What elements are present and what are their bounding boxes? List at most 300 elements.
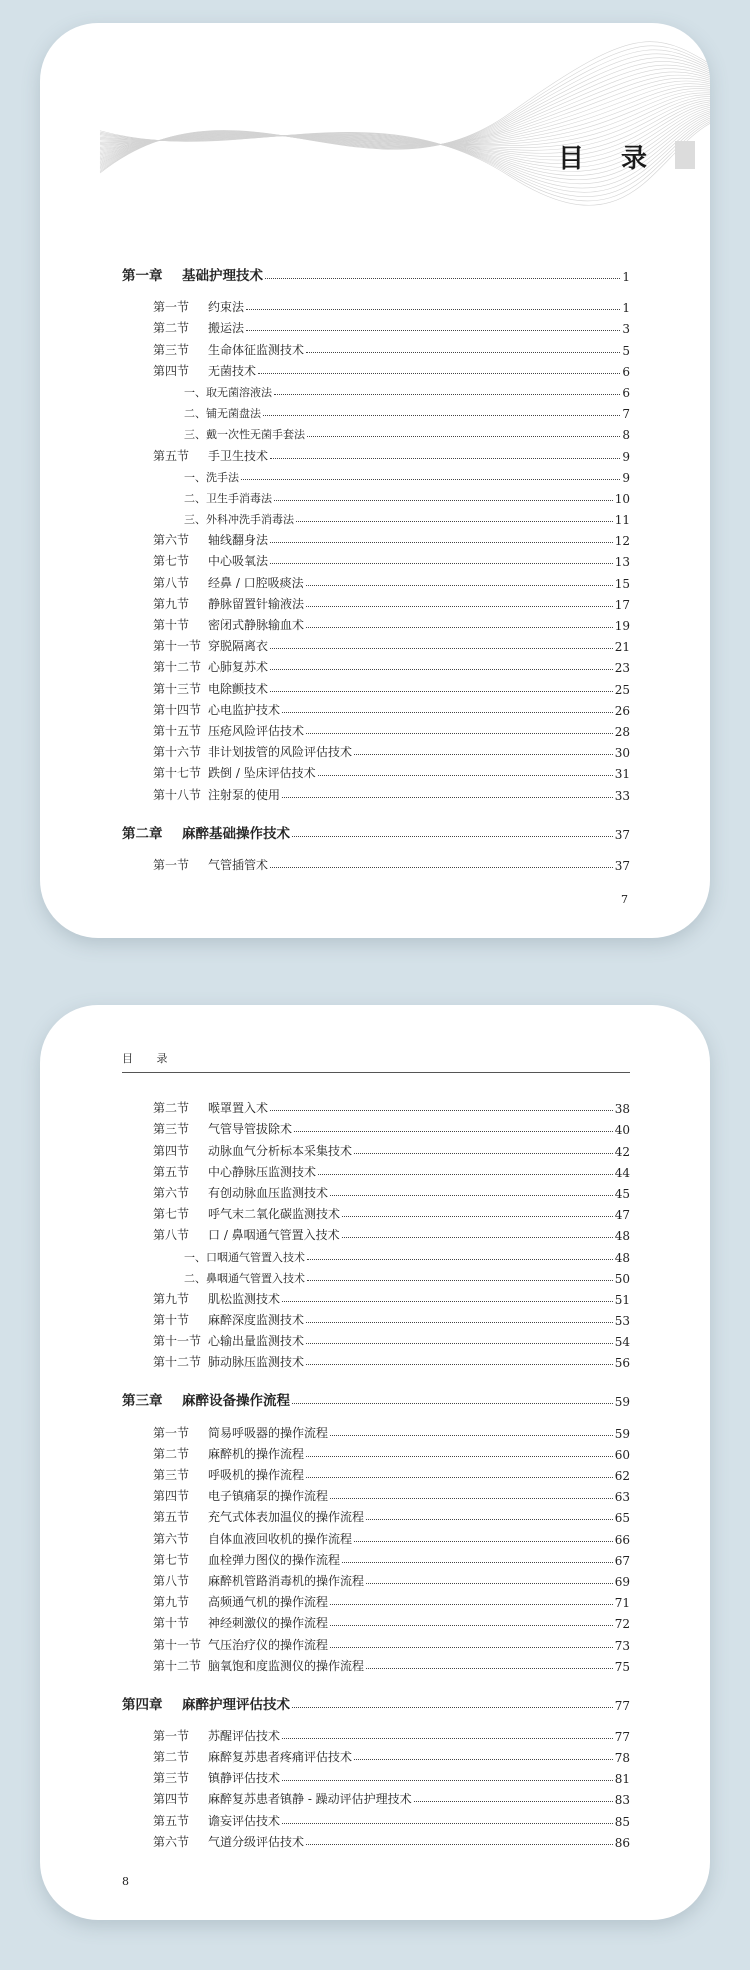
entry-page-number: 47	[614, 1208, 630, 1223]
toc-section-entry[interactable]	[122, 1610, 630, 1631]
entry-number: 第十三节	[153, 681, 202, 696]
entry-page-number: 42	[614, 1144, 630, 1159]
entry-number: 第十二节	[153, 660, 202, 675]
entry-page-number: 6	[622, 364, 630, 379]
entry-number: 第四章	[122, 1696, 163, 1713]
dot-leader	[263, 415, 620, 416]
toc-sub-entry[interactable]	[122, 464, 630, 485]
entry-title: 谵妄评估技术	[208, 1813, 281, 1828]
entry-page-number: 83	[614, 1793, 630, 1808]
entry-page-number: 50	[614, 1271, 630, 1286]
toc-section-entry[interactable]	[122, 1095, 630, 1116]
entry-number: 第九节	[153, 1291, 190, 1306]
entry-title: 静脉留置针输液法	[208, 596, 305, 611]
entry-title: 呼吸机的操作流程	[208, 1468, 305, 1482]
entry-title: 跌倒 / 坠床评估技术	[208, 766, 316, 781]
entry-title: 麻醉护理评估技术	[182, 1696, 290, 1713]
entry-title: 三、外科冲洗手消毒法	[184, 513, 294, 527]
dot-leader	[414, 1801, 613, 1802]
entry-page-number: 71	[614, 1596, 630, 1611]
entry-title: 无菌技术	[208, 363, 257, 378]
entry-title: 气道分级评估技术	[208, 1834, 305, 1849]
toc-section-entry[interactable]	[122, 1419, 630, 1440]
entry-page-number: 26	[614, 703, 630, 718]
entry-page-number: 66	[614, 1532, 630, 1547]
entry-number: 第十一节	[153, 1637, 202, 1652]
dot-leader	[306, 1364, 613, 1365]
dot-leader	[306, 585, 613, 586]
entry-page-number: 45	[614, 1186, 630, 1201]
entry-number: 第十一节	[153, 639, 202, 654]
entry-number: 第六节	[153, 1834, 190, 1849]
toc-chapter-entry[interactable]	[122, 1388, 630, 1409]
entry-number: 第九节	[153, 596, 190, 611]
entry-title: 压疮风险评估技术	[208, 723, 305, 738]
dot-leader	[292, 1403, 613, 1404]
toc-section-entry[interactable]	[122, 852, 630, 873]
dot-leader	[292, 836, 613, 837]
entry-title: 电除颤技术	[208, 681, 269, 696]
entry-title: 麻醉复苏患者镇静 - 躁动评估护理技术	[208, 1792, 412, 1807]
entry-title: 自体血液回收机的操作流程	[208, 1531, 353, 1546]
entry-number: 第五节	[153, 1813, 190, 1828]
entry-number: 第十节	[153, 1616, 190, 1631]
toc-section-entry[interactable]	[122, 1547, 630, 1568]
dot-leader	[306, 1844, 613, 1845]
dot-leader	[306, 1343, 613, 1344]
dot-leader	[282, 1301, 613, 1302]
entry-number: 第三节	[153, 1771, 190, 1786]
entry-page-number: 25	[614, 682, 630, 697]
toc-section-entry[interactable]	[122, 569, 630, 590]
dot-leader	[342, 1237, 613, 1238]
entry-number: 第一节	[153, 300, 190, 315]
entry-number: 第二节	[153, 1101, 190, 1116]
entry-page-number: 1	[622, 270, 630, 284]
toc-chapter-entry[interactable]	[122, 1692, 630, 1713]
entry-page-number: 59	[614, 1395, 630, 1410]
entry-title: 苏醒评估技术	[208, 1728, 281, 1743]
dot-leader	[330, 1498, 613, 1499]
entry-title: 气管插管术	[208, 857, 269, 872]
entry-page-number: 63	[614, 1490, 630, 1505]
entry-page-number: 19	[614, 619, 630, 633]
entry-title: 一、口咽通气管置入技术	[184, 1250, 305, 1264]
dot-leader	[282, 712, 613, 713]
entry-number: 第二节	[153, 321, 190, 336]
entry-number: 第五节	[153, 1510, 190, 1525]
dot-leader	[306, 606, 613, 607]
entry-number: 第三节	[153, 1468, 190, 1482]
entry-number: 第四节	[153, 1792, 190, 1807]
entry-page-number: 86	[614, 1835, 630, 1850]
entry-title: 经鼻 / 口腔吸痰法	[208, 575, 304, 590]
entry-title: 麻醉机的操作流程	[208, 1446, 305, 1461]
page-number: 7	[621, 893, 628, 906]
toc-section-entry[interactable]	[122, 591, 630, 612]
entry-title: 基础护理技术	[182, 268, 263, 284]
entry-number: 第七节	[153, 1207, 190, 1222]
entry-title: 一、洗手法	[184, 470, 239, 484]
entry-number: 第十二节	[153, 1658, 202, 1673]
entry-number: 第五节	[153, 448, 190, 463]
entry-number: 第九节	[153, 1595, 190, 1610]
entry-number: 第十五节	[153, 723, 202, 738]
entry-page-number: 33	[614, 788, 630, 803]
toc-sub-entry[interactable]	[122, 485, 630, 506]
dot-leader	[282, 1823, 613, 1824]
entry-title: 心输出量监测技术	[208, 1334, 305, 1349]
dot-leader	[292, 1707, 613, 1708]
toc-section-entry[interactable]	[122, 718, 630, 739]
dot-leader	[307, 436, 620, 437]
toc-section-entry[interactable]	[122, 1631, 630, 1652]
entry-title: 密闭式静脉输血术	[208, 618, 305, 632]
toc-section-entry[interactable]	[122, 1441, 630, 1462]
entry-page-number: 37	[614, 827, 630, 842]
entry-page-number: 51	[614, 1292, 630, 1307]
entry-number: 第十四节	[153, 702, 202, 717]
entry-number: 第一节	[153, 1425, 190, 1440]
toc-section-entry[interactable]	[122, 1222, 630, 1243]
entry-title: 中心吸氧法	[208, 554, 269, 569]
dot-leader	[306, 733, 613, 734]
toc-section-entry[interactable]	[122, 675, 630, 696]
dot-leader	[274, 394, 620, 395]
entry-title: 充气式体表加温仪的操作流程	[208, 1510, 365, 1525]
entry-page-number: 77	[614, 1729, 630, 1744]
dot-leader	[330, 1647, 613, 1648]
entry-page-number: 21	[614, 640, 630, 655]
entry-page-number: 72	[614, 1617, 630, 1632]
dot-leader	[354, 1541, 613, 1542]
entry-number: 第二章	[122, 825, 163, 842]
toc-section-entry[interactable]	[122, 527, 630, 548]
entry-title: 动脉血气分析标本采集技术	[208, 1143, 353, 1158]
entry-number: 第二节	[153, 1446, 190, 1461]
entry-title: 麻醉机管路消毒机的操作流程	[208, 1573, 365, 1588]
dot-leader	[318, 1174, 613, 1175]
entry-page-number: 54	[614, 1335, 630, 1350]
entry-title: 电子镇痛泵的操作流程	[208, 1489, 329, 1504]
entry-title: 三、戴一次性无菌手套法	[184, 428, 305, 442]
entry-page-number: 17	[614, 597, 630, 612]
dot-leader	[342, 1216, 613, 1217]
toc-section-entry[interactable]	[122, 1765, 630, 1786]
entry-title: 二、铺无菌盘法	[184, 407, 261, 421]
entry-title: 口 / 鼻咽通气管置入技术	[208, 1228, 340, 1243]
toc-section-entry[interactable]	[122, 781, 630, 802]
entry-number: 第八节	[153, 1228, 190, 1243]
page-title: 目 录	[558, 144, 662, 174]
toc-section-entry[interactable]	[122, 1201, 630, 1222]
entry-title: 气压治疗仪的操作流程	[208, 1637, 329, 1652]
toc-section-entry[interactable]	[122, 739, 630, 760]
table-of-contents	[122, 1095, 630, 1850]
toc-sub-entry[interactable]	[122, 506, 630, 527]
dot-leader	[270, 648, 613, 649]
toc-section-entry[interactable]	[122, 1462, 630, 1483]
toc-section-entry[interactable]	[122, 1744, 630, 1765]
dot-leader	[318, 775, 613, 776]
entry-page-number: 8	[622, 428, 630, 443]
spacer	[122, 1674, 630, 1684]
entry-page-number: 73	[614, 1638, 630, 1653]
toc-section-entry[interactable]	[122, 1589, 630, 1610]
dot-leader	[307, 1280, 613, 1281]
entry-title: 肌松监测技术	[208, 1291, 281, 1306]
toc-section-entry[interactable]	[122, 1286, 630, 1307]
entry-page-number: 15	[614, 576, 630, 591]
toc-sub-entry[interactable]	[122, 379, 630, 400]
toc-sub-entry[interactable]	[122, 421, 630, 442]
dot-leader	[270, 867, 613, 868]
dot-leader	[354, 1759, 613, 1760]
dot-leader	[270, 542, 613, 543]
entry-page-number: 59	[614, 1426, 630, 1441]
entry-page-number: 77	[614, 1698, 630, 1713]
dot-leader	[258, 373, 620, 374]
entry-page-number: 60	[614, 1447, 630, 1462]
entry-page-number: 81	[614, 1772, 630, 1787]
toc-sub-entry[interactable]	[122, 400, 630, 421]
entry-number: 第八节	[153, 575, 190, 590]
entry-title: 高频通气机的操作流程	[208, 1595, 329, 1610]
entry-page-number: 13	[614, 555, 630, 570]
entry-number: 第十一节	[153, 1334, 202, 1349]
entry-page-number: 85	[614, 1814, 630, 1829]
entry-title: 轴线翻身法	[208, 533, 269, 548]
toc-page-7	[40, 23, 710, 938]
entry-title: 心肺复苏术	[208, 660, 269, 675]
dot-leader	[306, 1322, 613, 1323]
entry-number: 第四节	[153, 363, 190, 378]
dot-leader	[306, 627, 613, 628]
entry-page-number: 12	[614, 534, 630, 549]
entry-number: 第六节	[153, 1531, 190, 1546]
entry-title: 非计划拔管的风险评估技术	[208, 745, 353, 760]
dot-leader	[265, 278, 620, 279]
dot-leader	[294, 1131, 613, 1132]
entry-title: 喉罩置入术	[208, 1101, 269, 1116]
entry-page-number: 69	[614, 1574, 630, 1589]
dot-leader	[270, 1110, 613, 1111]
toc-section-entry[interactable]	[122, 1159, 630, 1180]
toc-section-entry[interactable]	[122, 1525, 630, 1546]
toc-section-entry[interactable]	[122, 1653, 630, 1674]
entry-title: 约束法	[208, 300, 245, 315]
entry-page-number: 3	[622, 322, 630, 337]
entry-number: 第四节	[153, 1489, 190, 1504]
toc-section-entry[interactable]	[122, 1116, 630, 1137]
title-tab-marker	[675, 141, 695, 169]
toc-section-entry[interactable]	[122, 1786, 630, 1807]
entry-page-number: 56	[614, 1356, 630, 1371]
entry-page-number: 23	[614, 661, 630, 676]
entry-number: 第七节	[153, 554, 190, 569]
entry-number: 第十节	[153, 1313, 190, 1328]
entry-title: 麻醉深度监测技术	[208, 1313, 305, 1328]
toc-sub-entry[interactable]	[122, 1265, 630, 1286]
entry-title: 肺动脉压监测技术	[208, 1355, 305, 1370]
entry-number: 第七节	[153, 1552, 190, 1567]
toc-section-entry[interactable]	[122, 358, 630, 379]
dot-leader	[282, 1780, 613, 1781]
dot-leader	[274, 500, 613, 501]
entry-page-number: 78	[614, 1751, 630, 1766]
entry-title: 麻醉复苏患者疼痛评估技术	[208, 1750, 353, 1765]
toc-section-entry[interactable]	[122, 697, 630, 718]
toc-section-entry[interactable]	[122, 1504, 630, 1525]
dot-leader	[354, 1153, 613, 1154]
toc-section-entry[interactable]	[122, 1807, 630, 1828]
toc-section-entry[interactable]	[122, 1307, 630, 1328]
dot-leader	[270, 563, 613, 564]
toc-section-entry[interactable]	[122, 1568, 630, 1589]
entry-page-number: 6	[622, 385, 630, 400]
dot-leader	[330, 1625, 613, 1626]
dot-leader	[246, 330, 620, 331]
entry-title: 血栓弹力图仪的操作流程	[208, 1552, 341, 1567]
entry-number: 第六节	[153, 533, 190, 548]
spacer	[122, 803, 630, 813]
entry-title: 简易呼吸器的操作流程	[208, 1425, 329, 1440]
dot-leader	[282, 1738, 613, 1739]
dot-leader	[330, 1435, 613, 1436]
entry-title: 注射泵的使用	[208, 787, 281, 802]
entry-page-number: 28	[614, 724, 630, 739]
page-number: 8	[122, 1875, 129, 1888]
dot-leader	[282, 797, 613, 798]
entry-page-number: 10	[614, 491, 630, 506]
table-of-contents	[122, 255, 630, 873]
toc-section-entry[interactable]	[122, 1328, 630, 1349]
toc-section-entry[interactable]	[122, 1349, 630, 1370]
toc-sub-entry[interactable]	[122, 1243, 630, 1264]
entry-page-number: 38	[614, 1102, 630, 1117]
dot-leader	[366, 1583, 613, 1584]
entry-number: 第一章	[122, 268, 163, 284]
spacer	[122, 1370, 630, 1380]
toc-chapter-entry[interactable]	[122, 263, 630, 284]
toc-section-entry[interactable]	[122, 1180, 630, 1201]
entry-number: 第十七节	[153, 766, 202, 781]
entry-title: 心电监护技术	[208, 702, 281, 717]
entry-title: 脑氧饱和度监测仪的操作流程	[208, 1658, 365, 1673]
entry-page-number: 48	[614, 1250, 630, 1265]
entry-number: 第三节	[153, 1122, 190, 1137]
toc-section-entry[interactable]	[122, 1137, 630, 1158]
entry-number: 第六节	[153, 1185, 190, 1200]
entry-page-number: 11	[614, 513, 630, 528]
entry-title: 生命体征监测技术	[208, 342, 305, 357]
entry-title: 有创动脉血压监测技术	[208, 1185, 329, 1200]
entry-page-number: 65	[614, 1511, 630, 1526]
entry-page-number: 62	[614, 1469, 630, 1483]
dot-leader	[241, 479, 620, 480]
entry-number: 第二节	[153, 1750, 190, 1765]
toc-section-entry[interactable]	[122, 336, 630, 357]
entry-number: 第五节	[153, 1164, 190, 1179]
dot-leader	[306, 1456, 613, 1457]
entry-number: 第十二节	[153, 1355, 202, 1370]
dot-leader	[342, 1562, 613, 1563]
entry-page-number: 7	[622, 407, 630, 422]
entry-page-number: 5	[622, 343, 630, 358]
toc-section-entry[interactable]	[122, 633, 630, 654]
dot-leader	[330, 1195, 613, 1196]
entry-number: 第一节	[153, 1728, 190, 1743]
dot-leader	[366, 1668, 613, 1669]
entry-page-number: 1	[622, 301, 630, 316]
toc-section-entry[interactable]	[122, 1829, 630, 1850]
entry-title: 麻醉设备操作流程	[182, 1393, 290, 1410]
toc-section-entry[interactable]	[122, 548, 630, 569]
toc-chapter-entry[interactable]	[122, 821, 630, 842]
entry-number: 第十节	[153, 618, 190, 632]
entry-title: 气管导管拔除术	[208, 1122, 293, 1137]
toc-section-entry[interactable]	[122, 294, 630, 315]
entry-number: 第十八节	[153, 787, 202, 802]
entry-number: 第十六节	[153, 745, 202, 760]
entry-title: 二、鼻咽通气管置入技术	[184, 1271, 305, 1285]
dot-leader	[296, 521, 613, 522]
entry-page-number: 75	[614, 1659, 630, 1674]
entry-page-number: 9	[622, 449, 630, 464]
entry-page-number: 53	[614, 1314, 630, 1329]
entry-title: 一、取无菌溶液法	[184, 385, 272, 399]
entry-number: 第四节	[153, 1143, 190, 1158]
running-head: 目 录	[122, 1050, 630, 1073]
dot-leader	[306, 352, 620, 353]
toc-page-8	[40, 1005, 710, 1920]
entry-title: 神经刺激仪的操作流程	[208, 1616, 329, 1631]
toc-section-entry[interactable]	[122, 442, 630, 463]
entry-page-number: 48	[614, 1229, 630, 1244]
dot-leader	[246, 309, 620, 310]
entry-number: 第三节	[153, 342, 190, 357]
entry-title: 麻醉基础操作技术	[182, 825, 290, 842]
entry-title: 手卫生技术	[208, 448, 269, 463]
dot-leader	[270, 669, 613, 670]
entry-page-number: 37	[614, 858, 630, 873]
dot-leader	[270, 691, 613, 692]
dot-leader	[366, 1519, 613, 1520]
dot-leader	[330, 1604, 613, 1605]
dot-leader	[354, 754, 613, 755]
dot-leader	[307, 1259, 613, 1260]
toc-section-entry[interactable]	[122, 315, 630, 336]
toc-section-entry[interactable]	[122, 1723, 630, 1744]
dot-leader	[306, 1477, 613, 1478]
entry-page-number: 30	[614, 746, 630, 761]
entry-page-number: 9	[622, 470, 630, 485]
entry-title: 二、卫生手消毒法	[184, 491, 272, 505]
toc-section-entry[interactable]	[122, 1483, 630, 1504]
entry-page-number: 67	[614, 1553, 630, 1568]
toc-section-entry[interactable]	[122, 654, 630, 675]
entry-title: 搬运法	[208, 321, 245, 336]
entry-title: 穿脱隔离衣	[208, 639, 269, 654]
toc-section-entry[interactable]	[122, 760, 630, 781]
toc-section-entry[interactable]	[122, 612, 630, 633]
entry-number: 第一节	[153, 857, 190, 872]
entry-title: 镇静评估技术	[208, 1771, 281, 1786]
dot-leader	[270, 458, 620, 459]
entry-title: 中心静脉压监测技术	[208, 1164, 317, 1179]
entry-page-number: 40	[614, 1123, 630, 1138]
entry-page-number: 31	[614, 767, 630, 782]
